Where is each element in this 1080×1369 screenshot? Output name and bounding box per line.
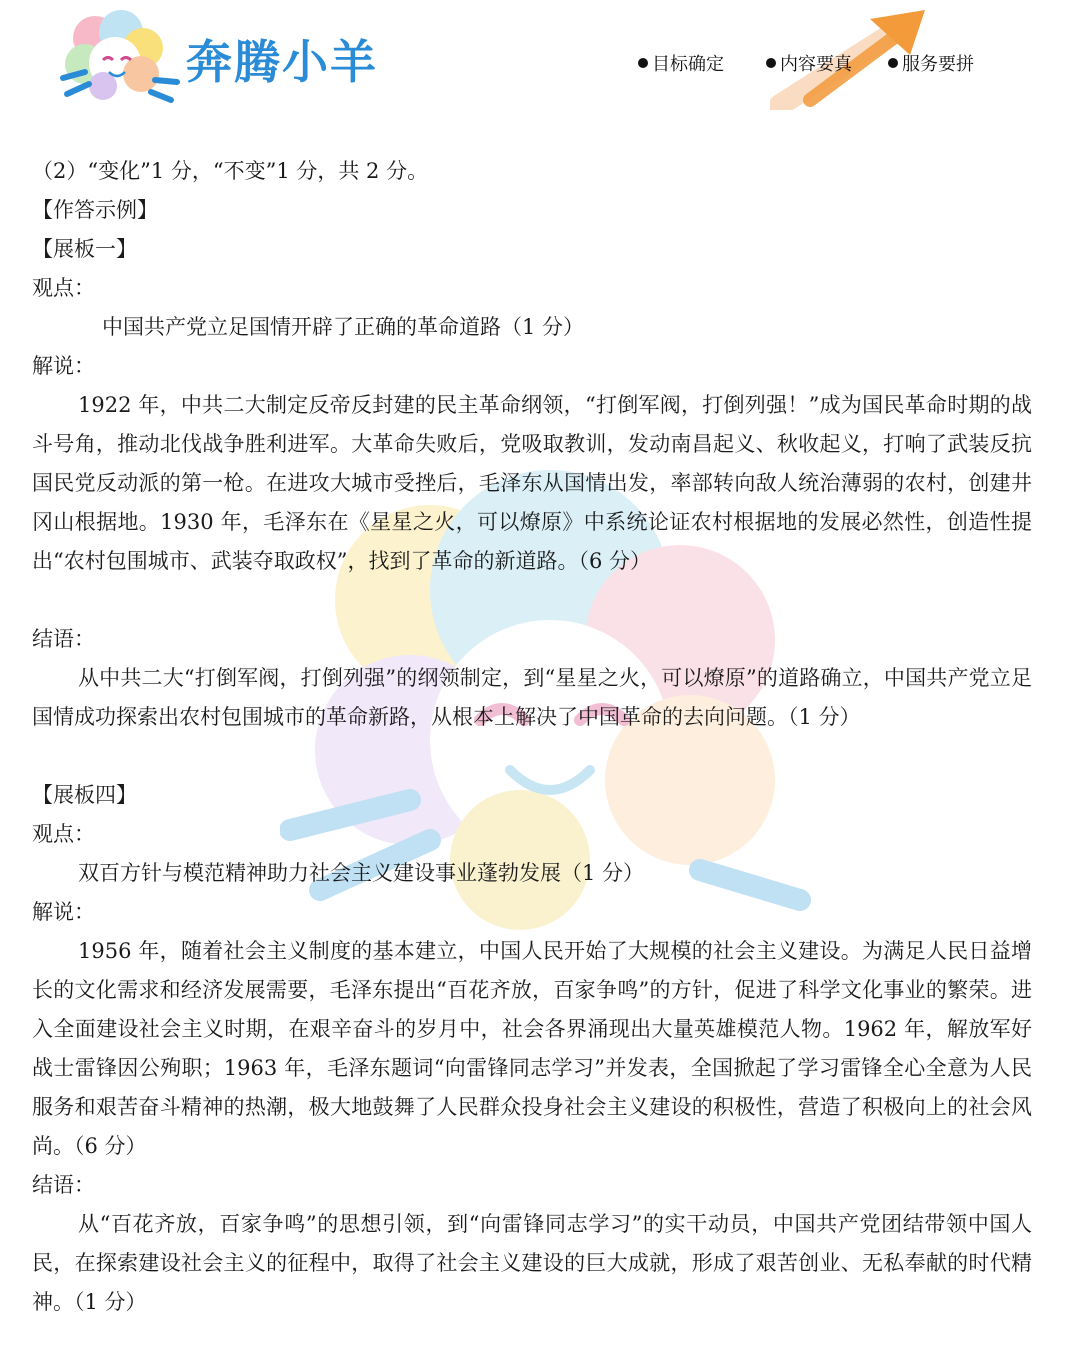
board1-conclusion: 从中共二大“打倒军阀，打倒列强”的纲领制定，到“星星之火，可以燎原”的道路确立，中国共产党立足国情成功探索出农村包围城市的革命新路，从根本上解决了中国革命的去向问题。（1 分） [32, 666, 1032, 729]
nav-label: 内容要真 [780, 54, 852, 75]
board1-heading: 【展板一】 [32, 237, 137, 261]
nav-item-service [888, 50, 974, 76]
board4-view: 双百方针与模范精神助力社会主义建设事业蓬勃发展（1 分） [78, 861, 645, 885]
example-heading: 【作答示例】 [32, 198, 158, 222]
nav-item-goal [638, 50, 724, 76]
board1-explain-label: 解说： [32, 354, 95, 378]
board4-explain-label: 解说： [32, 900, 95, 924]
nav-label: 服务要拼 [902, 54, 974, 75]
nav-item-content [766, 50, 852, 76]
board1-explain: 1922 年，中共二大制定反帝反封建的民主革命纲领，“打倒军阀，打倒列强！”成为国民革命时期的战斗号角，推动北伐战争胜利进军。大革命失败后，党吸取教训，发动南昌起义、秋收起义，打响了武装反抗国民党反动派的第一枪。在进攻大城市受挫后，毛泽东从国情出发，率部转向敌人统治薄弱的农村，创建井冈山根据地。1930 年，毛泽东在《星星之火，可以燎原》中系统论证农村根据地的发展必然性，创造性提出“农村包围城市、武装夺取政权”，找到了革命的新道路。（6 分） [32, 393, 1032, 573]
nav-label: 目标确定 [652, 54, 724, 75]
board4-view-label: 观点： [32, 822, 95, 846]
board1-view-label: 观点： [32, 276, 95, 300]
board1-view: 中国共产党立足国情开辟了正确的革命道路（1 分） [102, 315, 585, 339]
board4-conclusion-label: 结语： [32, 1173, 95, 1197]
board1-conclusion-label: 结语： [32, 627, 95, 651]
board4-explain: 1956 年，随着社会主义制度的基本建立，中国人民开始了大规模的社会主义建设。为满足人民日益增长的文化需求和经济发展需要，毛泽东提出“百花齐放，百家争鸣”的方针，促进了科学文化事业的繁荣。进入全面建设社会主义时期，在艰辛奋斗的岁月中，社会各界涌现出大量英雄模范人物。1962 年，解放军好战士雷锋因公殉职；1963 年，毛泽东题词“向雷锋同志学习”并发表，全国掀起了学习雷锋全心全意为人民服务和艰苦奋斗精神的热潮，极大地鼓舞了人民群众投身社会主义建设的积极性，营造了积极向上的社会风尚。（6 分） [32, 939, 1032, 1158]
sheep-logo-icon [55, 8, 180, 108]
page-header [0, 0, 1080, 140]
board4-heading: 【展板四】 [32, 783, 137, 807]
board4-conclusion: 从“百花齐放，百家争鸣”的思想引领，到“向雷锋同志学习”的实干动员，中国共产党团结带领中国人民，在探索建设社会主义的征程中，取得了社会主义建设的巨大成就，形成了艰苦创业、无私奉献的时代精神。（1 分） [32, 1212, 1032, 1314]
scoring-note: （2）“变化”1 分，“不变”1 分，共 2 分。 [32, 159, 429, 183]
brand-name: 奔腾小羊 [186, 35, 378, 89]
